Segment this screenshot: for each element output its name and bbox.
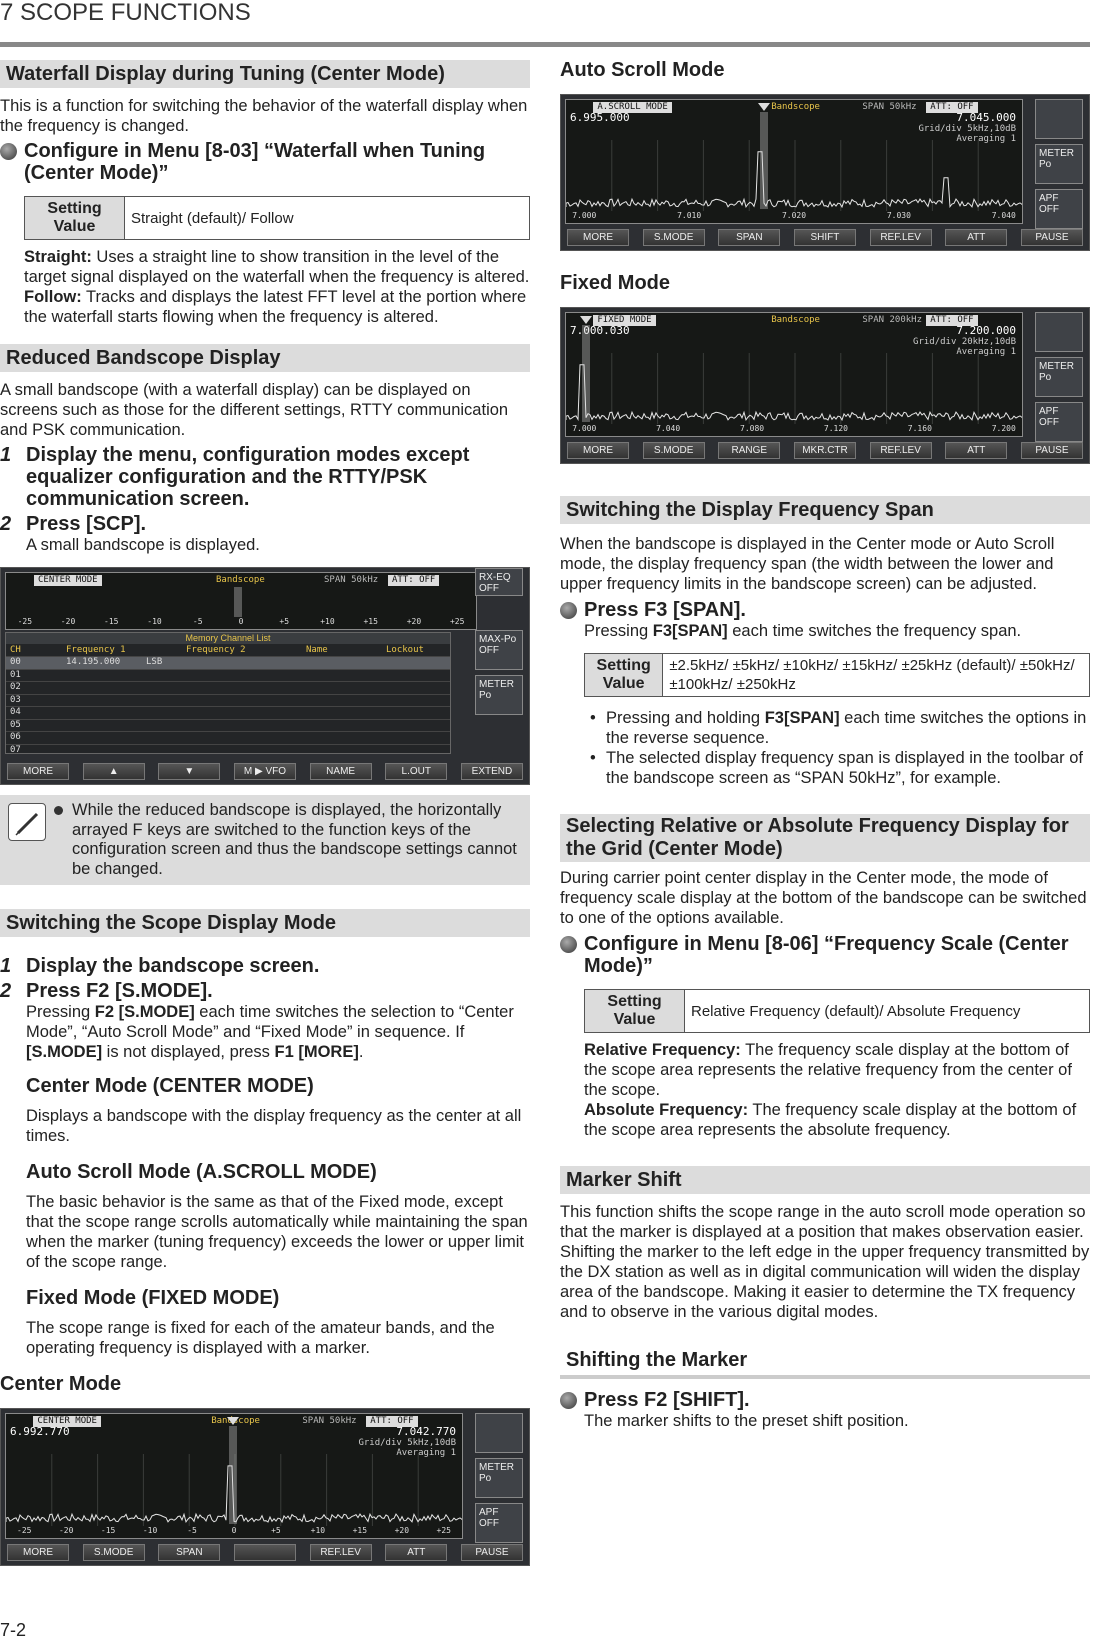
function-key[interactable]: ATT bbox=[385, 1544, 447, 1561]
side-keys bbox=[475, 1413, 523, 1548]
axis-tick-label: +25 bbox=[449, 617, 465, 626]
averaging-info: Averaging 1 bbox=[956, 134, 1016, 144]
center-mode-screenshot bbox=[0, 1408, 530, 1566]
memory-row[interactable] bbox=[6, 706, 450, 719]
freq-axis bbox=[566, 209, 1022, 223]
averaging-info: Averaging 1 bbox=[956, 347, 1016, 357]
att-tag: ATT: OFF bbox=[926, 315, 977, 326]
memory-row[interactable] bbox=[6, 694, 450, 707]
axis-tick-label: -20 bbox=[58, 1526, 74, 1535]
side-keys bbox=[1035, 312, 1083, 447]
memory-list-title: Memory Channel List bbox=[6, 633, 450, 644]
axis-tick-label: 7.000 bbox=[572, 211, 597, 220]
axis-tick-label: -5 bbox=[187, 1526, 197, 1535]
memory-list-header: CH Frequency 1 Frequency 2 Name Lockout bbox=[10, 645, 424, 655]
marker-triangle-icon bbox=[580, 316, 592, 324]
channel-number: 04 bbox=[10, 707, 21, 717]
function-key[interactable]: RANGE bbox=[718, 442, 780, 459]
function-key[interactable]: SPAN bbox=[718, 229, 780, 246]
scope-display bbox=[565, 312, 1023, 437]
header-rule bbox=[0, 42, 1090, 47]
axis-tick-label: 7.200 bbox=[991, 424, 1016, 433]
channel-number: 07 bbox=[10, 744, 21, 755]
bullet-icon bbox=[54, 806, 63, 815]
function-key[interactable]: ATT bbox=[945, 229, 1007, 246]
section-title-span: Switching the Display Frequency Span bbox=[560, 496, 1090, 524]
fixed-mode-title: Fixed Mode (FIXED MODE) bbox=[26, 1287, 280, 1309]
function-key[interactable]: MORE bbox=[567, 442, 629, 459]
axis-tick-label: -20 bbox=[60, 617, 76, 626]
setting-table-span: Setting Value ±2.5kHz/ ±5kHz/ ±10kHz/ ±15kHz/ ±25kHz (default)/ ±50kHz/ ±100kHz/ ±250kHz bbox=[584, 653, 1090, 697]
axis-tick-label: +5 bbox=[279, 617, 290, 626]
side-key[interactable]: APF OFF bbox=[475, 1503, 523, 1543]
setting-value: Straight (default)/ Follow bbox=[131, 209, 294, 227]
function-keys bbox=[567, 442, 1083, 459]
marker-shift-p2: Shifting the marker to the left edge in the upper frequency transmitted by the DX station as well as in digital communication will widen the display area of the bandscope. Making it easier to determine the TX frequency and to observe in the various digital modes. bbox=[560, 1243, 1090, 1321]
axis-tick-label: 7.030 bbox=[886, 211, 911, 220]
att-tag: ATT: OFF bbox=[366, 1416, 417, 1427]
axis-tick-label: 7.020 bbox=[781, 211, 807, 220]
marker bbox=[234, 587, 242, 617]
function-key[interactable]: PAUSE bbox=[461, 1544, 523, 1561]
mini-scope bbox=[5, 572, 477, 630]
axis-tick-label: +25 bbox=[436, 1526, 451, 1535]
function-key[interactable]: REF.LEV bbox=[870, 442, 932, 459]
grid-info: Grid/div 20kHz,10dB bbox=[913, 337, 1016, 347]
function-key[interactable]: SPAN bbox=[158, 1544, 220, 1561]
axis-tick-label: -10 bbox=[142, 1526, 158, 1535]
note-text: While the reduced bandscope is displayed, the horizontally arrayed F keys are switched to the function keys of the configuration screen and thus the bandscope settings cannot be changed. bbox=[72, 801, 517, 878]
setting-value: ±2.5kHz/ ±5kHz/ ±10kHz/ ±15kHz/ ±25kHz (default)/ ±50kHz/ ±100kHz/ ±250kHz bbox=[669, 657, 1075, 693]
note-box bbox=[0, 795, 530, 885]
side-keys bbox=[1035, 99, 1083, 234]
memory-list bbox=[5, 632, 451, 754]
tuning-marker bbox=[760, 112, 768, 209]
axis-tick-label: 7.120 bbox=[823, 424, 848, 433]
start-frequency: 6.992.770 bbox=[10, 1425, 70, 1438]
axis-tick-label: -5 bbox=[192, 617, 203, 626]
bullet-icon bbox=[560, 602, 577, 619]
end-frequency: 7.042.770 bbox=[396, 1425, 456, 1438]
mode-tag: CENTER MODE bbox=[33, 1416, 101, 1427]
axis-tick-label: +10 bbox=[310, 1526, 326, 1535]
side-key[interactable]: METER Po bbox=[1035, 357, 1083, 397]
side-key[interactable]: METER Po bbox=[475, 1458, 523, 1498]
axis-tick-label: +10 bbox=[320, 617, 335, 626]
memory-row[interactable] bbox=[6, 744, 450, 757]
shifting-marker-title: Shifting the Marker bbox=[560, 1348, 1090, 1379]
function-key[interactable]: L.OUT bbox=[385, 763, 447, 780]
setting-value: Relative Frequency (default)/ Absolute Frequency bbox=[691, 1002, 1021, 1020]
axis-tick-label: -10 bbox=[147, 617, 162, 626]
function-key[interactable]: ▼ bbox=[158, 763, 220, 780]
channel-number: 03 bbox=[10, 694, 21, 705]
page-number: 7-2 bbox=[0, 1620, 27, 1640]
mode-tag: A.SCROLL MODE bbox=[593, 102, 671, 113]
section-title-grid: Selecting Relative or Absolute Frequency Display for the Grid (Center Mode) bbox=[560, 814, 1090, 862]
function-key[interactable] bbox=[234, 1544, 296, 1561]
function-key[interactable]: PAUSE bbox=[1021, 442, 1083, 459]
bullet-icon bbox=[0, 143, 17, 160]
section-title-scope-mode: Switching the Scope Display Mode bbox=[0, 909, 530, 937]
channel-number: 05 bbox=[10, 719, 21, 730]
side-key[interactable] bbox=[1035, 312, 1083, 352]
side-keys bbox=[475, 568, 523, 720]
tuning-marker bbox=[582, 325, 590, 422]
function-key[interactable]: S.MODE bbox=[643, 442, 705, 459]
side-key-rx-eq[interactable]: RX-EQ OFF bbox=[475, 568, 523, 596]
axis-tick-label: -15 bbox=[100, 1526, 116, 1535]
memory-row[interactable] bbox=[6, 731, 450, 744]
side-key-meter[interactable]: METER Po bbox=[475, 675, 523, 715]
channel-number: 06 bbox=[10, 732, 21, 742]
scope-step-2-desc: Pressing F2 [S.MODE] each time switches the selection to “Center Mode”, “Auto Scroll Mode” and “Fixed Mode” in sequence. If [S.MODE] is not displayed, press F1 [MORE]. bbox=[26, 1003, 514, 1061]
function-keys bbox=[7, 1544, 523, 1561]
axis-tick-label: 7.040 bbox=[656, 424, 681, 433]
function-key[interactable]: M ▶ VFO bbox=[234, 763, 296, 780]
mode-tag: CENTER MODE bbox=[34, 575, 102, 586]
right-column bbox=[560, 56, 1090, 1431]
span-label: SPAN 50kHz bbox=[324, 575, 379, 585]
function-key[interactable]: EXTEND bbox=[461, 763, 523, 780]
mode-tag: FIXED MODE bbox=[593, 315, 655, 326]
section-title-waterfall: Waterfall Display during Tuning (Center Mode) bbox=[0, 60, 530, 88]
axis-tick-label: -15 bbox=[104, 617, 119, 626]
auto-scroll-caption: Auto Scroll Mode bbox=[560, 59, 725, 81]
pencil-note-icon bbox=[8, 803, 46, 841]
bandscope-label: Bandscope bbox=[216, 575, 265, 585]
axis-tick-label: -25 bbox=[17, 1526, 32, 1535]
center-mode-title: Center Mode (CENTER MODE) bbox=[26, 1075, 314, 1097]
axis-tick-label: +15 bbox=[363, 617, 378, 626]
function-keys bbox=[7, 763, 523, 780]
axis-tick-label: -25 bbox=[17, 617, 33, 626]
freq-axis bbox=[6, 1524, 462, 1538]
averaging-info: Averaging 1 bbox=[396, 1448, 456, 1458]
axis-tick-label: +20 bbox=[406, 617, 422, 626]
side-key[interactable]: APF OFF bbox=[1035, 402, 1083, 442]
axis-tick-label: 7.010 bbox=[677, 211, 702, 220]
function-key[interactable]: MORE bbox=[7, 763, 69, 780]
auto-scroll-title: Auto Scroll Mode (A.SCROLL MODE) bbox=[26, 1161, 377, 1183]
axis-tick-label: 7.080 bbox=[740, 424, 765, 433]
scope-display bbox=[565, 99, 1023, 224]
scope-display bbox=[5, 1413, 463, 1539]
att-tag: ATT: OFF bbox=[388, 575, 439, 586]
left-column bbox=[0, 56, 530, 1566]
function-key[interactable]: REF.LEV bbox=[310, 1544, 372, 1561]
config-waterfall: Configure in Menu [8-03] “Waterfall when Tuning (Center Mode)” bbox=[0, 140, 530, 184]
step-1: 1 Display the menu, configuration modes except equalizer configuration and the RTTY/PSK communication screen. bbox=[0, 444, 470, 510]
straight-desc: Straight: Uses a straight line to show transition in the level of the target signal displayed on the waterfall when the frequency is altered. bbox=[24, 248, 530, 286]
start-frequency: 7.000.030 bbox=[570, 324, 630, 337]
function-key[interactable]: MORE bbox=[567, 229, 629, 246]
chapter-header: 7 SCOPE FUNCTIONS bbox=[0, 0, 251, 26]
bandscope-label: Bandscope bbox=[211, 1416, 260, 1426]
function-key[interactable]: NAME bbox=[310, 763, 372, 780]
absolute-desc: Absolute Frequency: The frequency scale display at the bottom of the scope area represents the absolute frequency. bbox=[584, 1101, 1077, 1139]
end-frequency: 7.200.000 bbox=[956, 324, 1016, 337]
grid-info: Grid/div 5kHz,10dB bbox=[918, 124, 1016, 134]
memory-row[interactable] bbox=[6, 669, 450, 682]
axis-tick-label: +20 bbox=[394, 1526, 410, 1535]
memory-rows bbox=[6, 656, 450, 756]
function-key[interactable]: ▲ bbox=[83, 763, 145, 780]
axis-tick-label: 0 bbox=[231, 1526, 237, 1535]
step-2-sub: A small bandscope is displayed. bbox=[26, 536, 260, 554]
scope-step-1: 1 Display the bandscope screen. bbox=[0, 955, 320, 977]
function-key[interactable]: PAUSE bbox=[1021, 229, 1083, 246]
axis-tick-label: 7.000 bbox=[572, 424, 597, 433]
marker-triangle-icon bbox=[758, 103, 770, 111]
side-key[interactable] bbox=[1035, 99, 1083, 139]
channel-number: 02 bbox=[10, 682, 21, 692]
reduced-intro: A small bandscope (with a waterfall display) can be displayed on screens such as those for the different settings, RTTY communication and PSK communication. bbox=[0, 381, 509, 439]
att-tag: ATT: OFF bbox=[926, 102, 977, 113]
memory-row[interactable] bbox=[6, 656, 450, 669]
marker-triangle-icon bbox=[227, 1417, 239, 1425]
function-key[interactable]: MORE bbox=[7, 1544, 69, 1561]
axis-tick-label: 7.160 bbox=[907, 424, 932, 433]
scope-toolbar bbox=[566, 313, 1022, 329]
channel-number: 01 bbox=[10, 669, 21, 680]
axis-tick-label: 0 bbox=[238, 617, 244, 626]
setting-table-waterfall: Setting Value Straight (default)/ Follow bbox=[24, 196, 530, 240]
function-key[interactable]: MKR.CTR bbox=[794, 442, 856, 459]
grid-intro: During carrier point center display in the Center mode, the mode of frequency scale display at the bottom of the bandscope can be switched to one of the options available. bbox=[560, 869, 1087, 927]
relative-desc: Relative Frequency: The frequency scale display at the bottom of the scope area represents the relative frequency from the center of the scope. bbox=[584, 1041, 1072, 1099]
span-label: SPAN 200kHz bbox=[862, 315, 922, 325]
waterfall-intro: This is a function for switching the behavior of the waterfall display when the frequency is changed. bbox=[0, 97, 528, 135]
section-title-marker-shift: Marker Shift bbox=[560, 1166, 1090, 1194]
side-key[interactable]: APF OFF bbox=[1035, 189, 1083, 229]
scope-toolbar bbox=[566, 100, 1022, 116]
auto-scroll-screenshot bbox=[560, 94, 1090, 251]
follow-desc: Follow: Tracks and displays the latest FFT level at the portion where the waterfall starts flowing when the frequency is altered. bbox=[24, 288, 527, 326]
channel-number: 00 bbox=[10, 657, 21, 667]
spectrum-trace bbox=[566, 100, 1023, 224]
span-intro: When the bandscope is displayed in the Center mode or Auto Scroll mode, the display frequency span (the width between the lower and upper frequency limits in the bandscope screen) can be adjusted. bbox=[560, 535, 1055, 593]
spectrum-trace bbox=[566, 313, 1023, 437]
section-title-reduced: Reduced Bandscope Display bbox=[0, 344, 530, 372]
scope-step-2: 2 Press F2 [S.MODE]. bbox=[0, 980, 213, 1002]
span-bullet-1: • Pressing and holding F3[SPAN] each time switches the options in the reverse sequence. bbox=[584, 708, 1090, 748]
axis-tick-label: +15 bbox=[352, 1526, 368, 1535]
bandscope-label: Bandscope bbox=[771, 315, 820, 325]
grid-info: Grid/div 5kHz,10dB bbox=[358, 1438, 456, 1448]
tuning-marker bbox=[229, 1426, 237, 1524]
start-frequency: 6.995.000 bbox=[570, 111, 630, 124]
span-label: SPAN 50kHz bbox=[302, 1416, 357, 1426]
memory-row[interactable] bbox=[6, 719, 450, 732]
side-key[interactable] bbox=[475, 1413, 523, 1453]
config-freq-scale: Configure in Menu [8-06] “Frequency Scale (Center Mode)” bbox=[560, 933, 1090, 977]
freq-axis bbox=[6, 615, 476, 629]
press-f3: Press F3 [SPAN]. bbox=[560, 599, 1090, 621]
span-bullet-2: • The selected display frequency span is displayed in the toolbar of the bandscope screen as “SPAN 50kHz”, for example. bbox=[584, 748, 1090, 788]
fixed-mode-caption: Fixed Mode bbox=[560, 272, 671, 294]
end-frequency: 7.045.000 bbox=[956, 111, 1016, 124]
row-frequency: 14.195.000 bbox=[66, 657, 121, 667]
press-f3-desc: Pressing F3[SPAN] each time switches the frequency span. bbox=[584, 622, 1022, 640]
step-2: 2 Press [SCP]. bbox=[0, 513, 147, 535]
function-key[interactable]: REF.LEV bbox=[870, 229, 932, 246]
axis-tick-label: 7.040 bbox=[991, 211, 1016, 220]
function-key[interactable]: SHIFT bbox=[794, 229, 856, 246]
function-key[interactable]: S.MODE bbox=[83, 1544, 145, 1561]
reduced-bandscope-screenshot bbox=[0, 567, 530, 785]
fixed-mode-screenshot bbox=[560, 307, 1090, 464]
marker-shift-p1: This function shifts the scope range in the auto scroll mode operation so that the marker is displayed at a position that makes observation easier. bbox=[560, 1203, 1086, 1241]
axis-tick-label: +5 bbox=[271, 1526, 281, 1535]
row-mode: LSB bbox=[146, 657, 163, 667]
bullet-icon bbox=[560, 936, 577, 953]
bullet-icon bbox=[560, 1392, 577, 1409]
center-mode-text: Displays a bandscope with the display frequency as the center at all times. bbox=[26, 1107, 522, 1145]
freq-axis bbox=[566, 422, 1022, 436]
bandscope-label: Bandscope bbox=[771, 102, 820, 112]
function-keys bbox=[567, 229, 1083, 246]
function-key[interactable]: ATT bbox=[945, 442, 1007, 459]
span-label: SPAN 50kHz bbox=[862, 102, 917, 112]
center-mode-caption: Center Mode bbox=[0, 1373, 122, 1395]
memory-row[interactable] bbox=[6, 681, 450, 694]
auto-scroll-text: The basic behavior is the same as that of the Fixed mode, except that the scope range scrolls automatically while maintaining the span when the marker (tuning frequency) exceeds the lower or upper limit of the scope range. bbox=[26, 1193, 528, 1271]
setting-table-grid: Setting Value Relative Frequency (default)/ Absolute Frequency bbox=[584, 989, 1090, 1033]
side-key[interactable]: METER Po bbox=[1035, 144, 1083, 184]
press-f2-shift: Press F2 [SHIFT]. bbox=[560, 1389, 1090, 1411]
side-key-max-po[interactable]: MAX-Po OFF bbox=[475, 630, 523, 670]
fixed-mode-text: The scope range is fixed for each of the amateur bands, and the operating frequency is displayed with a marker. bbox=[26, 1319, 495, 1357]
function-key[interactable]: S.MODE bbox=[643, 229, 705, 246]
press-f2-desc: The marker shifts to the preset shift position. bbox=[584, 1412, 909, 1430]
